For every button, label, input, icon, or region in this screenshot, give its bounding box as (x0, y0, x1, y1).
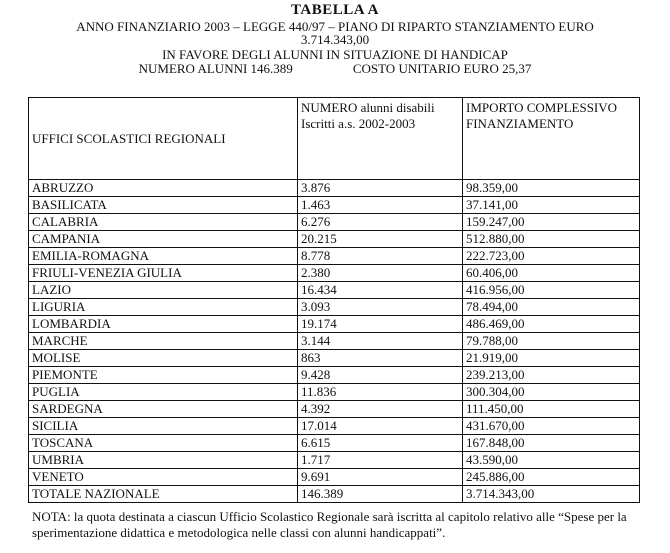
students-cell: 3.093 (298, 299, 463, 316)
region-cell: LAZIO (29, 282, 298, 299)
amount-cell: 78.494,00 (463, 299, 640, 316)
amount-cell: 239.213,00 (463, 367, 640, 384)
region-cell: UMBRIA (29, 452, 298, 469)
region-cell: BASILICATA (29, 197, 298, 214)
column-header-importo: IMPORTO COMPLESSIVO FINANZIAMENTO (463, 98, 640, 180)
students-cell: 1.463 (298, 197, 463, 214)
amount-cell: 43.590,00 (463, 452, 640, 469)
footnote: NOTA: la quota destinata a ciascun Ufficio Scolastico Regionale sarà iscritta al capitolo relativo alle “Spese per la sperimentazione didattica e metodologica nelle classi con alunni handicappati”. (32, 509, 627, 540)
region-cell: VENETO (29, 469, 298, 486)
region-cell: MOLISE (29, 350, 298, 367)
table-body (29, 180, 640, 503)
region-cell: CAMPANIA (29, 231, 298, 248)
region-cell: TOTALE NAZIONALE (29, 486, 298, 503)
students-cell: 3.144 (298, 333, 463, 350)
header-line-numeri (0, 61, 670, 77)
table-row (29, 452, 640, 469)
region-cell: SARDEGNA (29, 401, 298, 418)
region-cell: EMILIA-ROMAGNA (29, 248, 298, 265)
region-cell: PIEMONTE (29, 367, 298, 384)
column-header-numero-alunni: NUMERO alunni disabili Iscritti a.s. 2002-2003 (298, 98, 463, 180)
amount-cell: 98.359,00 (463, 180, 640, 197)
region-cell: LOMBARDIA (29, 316, 298, 333)
region-cell: MARCHE (29, 333, 298, 350)
region-cell: LIGURIA (29, 299, 298, 316)
students-cell: 19.174 (298, 316, 463, 333)
amount-cell: 222.723,00 (463, 248, 640, 265)
students-cell: 863 (298, 350, 463, 367)
amount-cell: 245.886,00 (463, 469, 640, 486)
students-cell: 6.276 (298, 214, 463, 231)
students-cell: 1.717 (298, 452, 463, 469)
amount-cell: 512.880,00 (463, 231, 640, 248)
amount-cell: 300.304,00 (463, 384, 640, 401)
table-row (29, 350, 640, 367)
students-cell: 20.215 (298, 231, 463, 248)
table-row (29, 248, 640, 265)
table-row (29, 282, 640, 299)
amount-cell: 3.714.343,00 (463, 486, 640, 503)
students-cell: 6.615 (298, 435, 463, 452)
students-cell: 11.836 (298, 384, 463, 401)
table-row (29, 231, 640, 248)
table-row (29, 384, 640, 401)
students-cell: 17.014 (298, 418, 463, 435)
amount-cell: 111.450,00 (463, 401, 640, 418)
region-cell: CALABRIA (29, 214, 298, 231)
table-row (29, 401, 640, 418)
table-row (29, 214, 640, 231)
amount-cell: 21.919,00 (463, 350, 640, 367)
table-row (29, 367, 640, 384)
header-line-handicap: IN FAVORE DEGLI ALUNNI IN SITUAZIONE DI HANDICAP (162, 47, 508, 62)
table-row (29, 197, 640, 214)
table-row (29, 180, 640, 197)
numero-alunni: NUMERO ALUNNI 146.389 (138, 61, 293, 76)
amount-cell: 431.670,00 (463, 418, 640, 435)
amount-cell: 167.848,00 (463, 435, 640, 452)
students-cell: 8.778 (298, 248, 463, 265)
students-cell: 9.428 (298, 367, 463, 384)
amount-cell: 486.469,00 (463, 316, 640, 333)
table-row (29, 299, 640, 316)
header-line-stanziamento: 3.714.343,00 (300, 32, 370, 47)
amount-cell: 79.788,00 (463, 333, 640, 350)
total-row (29, 486, 640, 503)
table-row (29, 333, 640, 350)
students-cell: 146.389 (298, 486, 463, 503)
table-row (29, 316, 640, 333)
document-title: TABELLA A (290, 2, 379, 18)
table-header-row (29, 98, 640, 180)
amount-cell: 37.141,00 (463, 197, 640, 214)
region-cell: PUGLIA (29, 384, 298, 401)
students-cell: 4.392 (298, 401, 463, 418)
costo-unitario: COSTO UNITARIO EURO 25,37 (352, 61, 532, 76)
table-row (29, 469, 640, 486)
region-cell: ABRUZZO (29, 180, 298, 197)
table-row (29, 435, 640, 452)
region-cell: SICILIA (29, 418, 298, 435)
amount-cell: 159.247,00 (463, 214, 640, 231)
amount-cell: 416.956,00 (463, 282, 640, 299)
region-cell: TOSCANA (29, 435, 298, 452)
students-cell: 16.434 (298, 282, 463, 299)
column-header-uffici: UFFICI SCOLASTICI REGIONALI (29, 98, 298, 180)
amount-cell: 60.406,00 (463, 265, 640, 282)
table-row (29, 418, 640, 435)
students-cell: 9.691 (298, 469, 463, 486)
table-row (29, 265, 640, 282)
students-cell: 3.876 (298, 180, 463, 197)
header-line-anno-finanziario: ANNO FINANZIARIO 2003 – LEGGE 440/97 – PIANO DI RIPARTO STANZIAMENTO EURO (76, 19, 594, 34)
students-cell: 2.380 (298, 265, 463, 282)
allocation-table (28, 97, 640, 503)
region-cell: FRIULI-VENEZIA GIULIA (29, 265, 298, 282)
